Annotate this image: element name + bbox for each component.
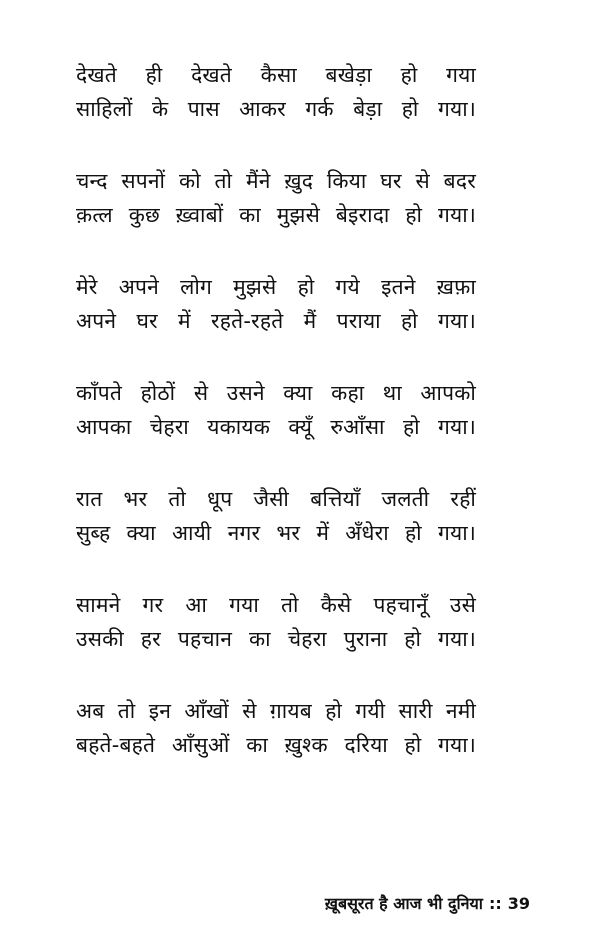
verse-line: सामने गर आ गया तो कैसे पहचानूँ उसे xyxy=(76,593,476,617)
verse-line: मेरे अपने लोग मुझसे हो गये इतने ख़फ़ा xyxy=(76,275,476,299)
couplet-7 xyxy=(76,694,476,762)
couplet-3 xyxy=(76,270,476,338)
couplet-4 xyxy=(76,376,476,444)
verse-line: सुब्ह क्या आयी नगर भर में अँधेरा हो गया। xyxy=(76,521,476,545)
couplet-1 xyxy=(76,58,476,126)
page-footer xyxy=(325,893,530,915)
verse-line: अब तो इन आँखों से ग़ायब हो गयी सारी नमी xyxy=(76,699,476,723)
verse-line: काँपते होठों से उसने क्या कहा था आपको xyxy=(76,381,476,405)
verse-line: उसकी हर पहचान का चेहरा पुराना हो गया। xyxy=(76,627,476,651)
footer-separator: :: xyxy=(488,894,502,913)
ghazal-text xyxy=(76,58,476,800)
verse-line: देखते ही देखते कैसा बखेड़ा हो गया xyxy=(76,63,476,87)
verse-line: क़त्ल कुछ ख़्वाबों का मुझसे बेइरादा हो गया। xyxy=(76,203,476,227)
couplet-5 xyxy=(76,482,476,550)
verse-line: बहते-बहते आँसुओं का ख़ुश्क दरिया हो गया। xyxy=(76,733,476,757)
book-title: ख़ूबसूरत है आज भी दुनिया xyxy=(324,894,483,913)
verse-line: आपका चेहरा यकायक क्यूँ रुआँसा हो गया। xyxy=(76,415,476,439)
verse-line: चन्द सपनों को तो मैंने ख़ुद किया घर से बदर xyxy=(76,169,476,193)
verse-line: अपने घर में रहते-रहते मैं पराया हो गया। xyxy=(76,309,476,333)
verse-line: साहिलों के पास आकर गर्क बेड़ा हो गया। xyxy=(76,97,476,121)
couplet-2 xyxy=(76,164,476,232)
page-number: 39 xyxy=(507,894,530,913)
couplet-6 xyxy=(76,588,476,656)
verse-line: रात भर तो धूप जैसी बत्तियाँ जलती रहीं xyxy=(76,487,476,511)
